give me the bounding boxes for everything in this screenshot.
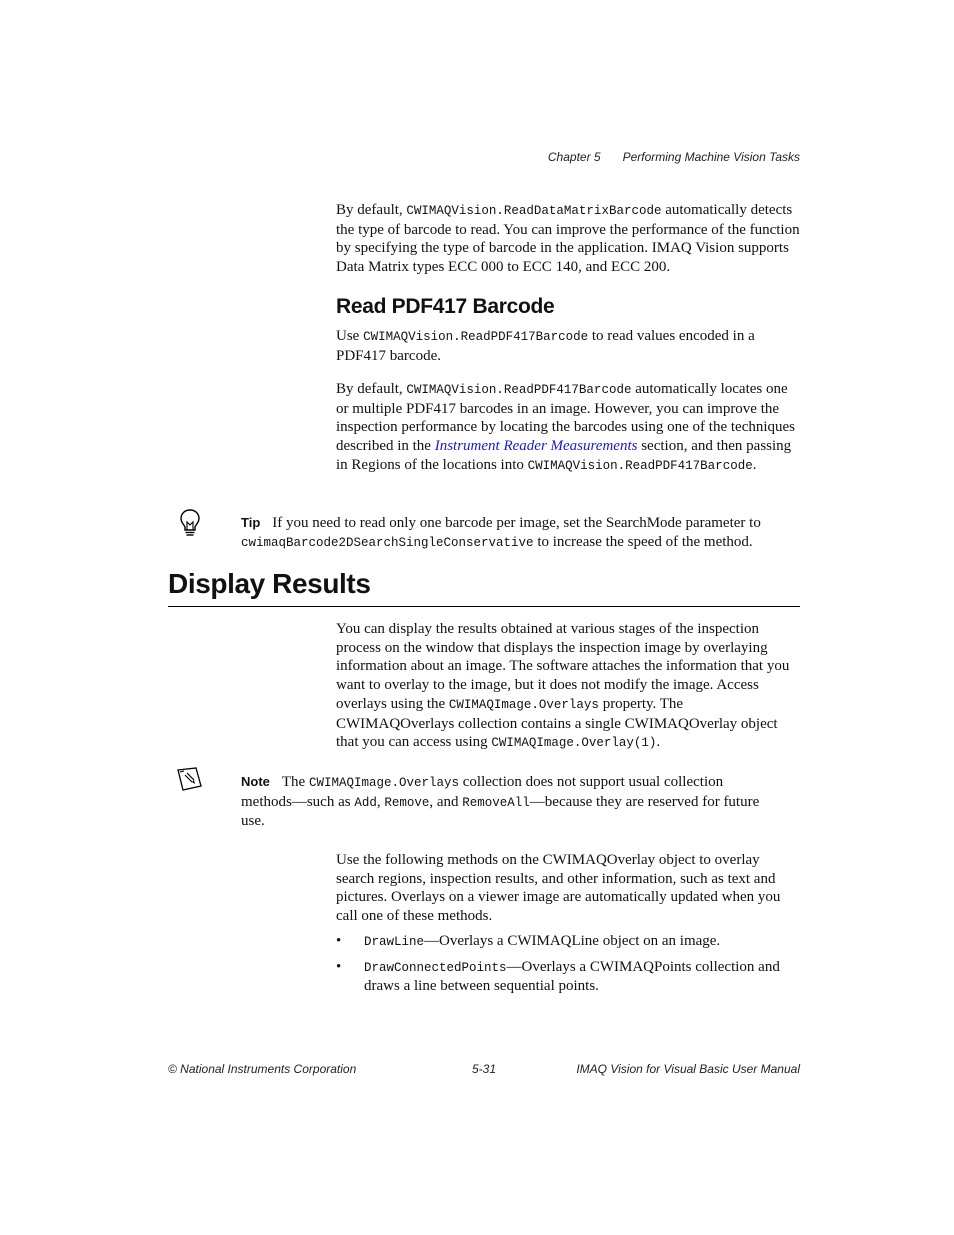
methods-list [336, 932, 800, 1002]
code-drawconnectedpoints: DrawConnectedPoints [364, 960, 507, 975]
footer-manual-title: IMAQ Vision for Visual Basic User Manual [576, 1062, 800, 1076]
chapter-title: Performing Machine Vision Tasks [622, 150, 800, 164]
code-readpdf417barcode: CWIMAQVision.ReadPDF417Barcode [363, 330, 589, 344]
text: to read values encoded in a PDF417 barcode. [336, 328, 755, 364]
code-readpdf417barcode: CWIMAQVision.ReadPDF417Barcode [527, 458, 753, 473]
list-item [336, 932, 800, 952]
note-callout [241, 773, 761, 831]
code-readdatamatrixbarcode: CWIMAQVision.ReadDataMatrixBarcode [406, 204, 662, 218]
methods-paragraph: Use the following methods on the CWIMAQOverlay object to overlay search regions, inspection results, and other information, such as text and pictures. Overlays on a viewer image are automatically updated when you call one of these methods. [336, 852, 781, 925]
text: . [752, 456, 757, 473]
text: to increase the speed of the method. [533, 533, 753, 550]
bullet-mark: • [336, 958, 342, 975]
tip-label: Tip [241, 515, 261, 530]
section-heading-display-results: Display Results [168, 568, 371, 599]
code-drawline: DrawLine [364, 935, 425, 949]
display-paragraph [336, 620, 800, 753]
text: property. The CWIMAQOverlays collection contains a single CWIMAQOverlay object that you can access using [336, 695, 778, 751]
code-searchmode-value: cwimaqBarcode2DSearchSingleConservative [241, 535, 534, 550]
text: Use [336, 328, 364, 344]
intro-paragraph [336, 201, 800, 277]
text: The [281, 774, 309, 790]
lightbulb-icon [178, 508, 202, 538]
running-header [548, 150, 800, 164]
code-remove: Remove [384, 795, 430, 810]
chapter-label: Chapter 5 [547, 150, 601, 164]
list-item [336, 958, 800, 996]
pdf417-paragraph-1 [336, 327, 800, 365]
code-readpdf417barcode: CWIMAQVision.ReadPDF417Barcode [406, 383, 632, 397]
text: By default, [336, 381, 407, 397]
heading-rule [168, 606, 800, 607]
bullet-mark: • [336, 933, 342, 949]
code-overlay-1: CWIMAQImage.Overlay(1) [491, 736, 657, 751]
text: —Overlays a CWIMAQLine object on an image. [424, 933, 721, 949]
text: , [376, 793, 385, 810]
text: By default, [336, 202, 407, 218]
code-overlays: CWIMAQImage.Overlays [308, 776, 459, 790]
code-add: Add [354, 795, 377, 810]
text: —Overlays a CWIMAQPoints collection and draws a line between sequential points. [364, 958, 780, 995]
instrument-reader-link[interactable]: Instrument Reader Measurements [434, 438, 638, 455]
text: automatically detects the type of barcode to read. You can improve the performance of the function by specifying the type of barcode in the application. IMAQ Vision supports Data Matrix types ECC 000 to ECC 140, and ECC 200. [336, 202, 800, 276]
text: —because they are reserved for future use. [241, 793, 760, 830]
code-removeall: RemoveAll [462, 795, 530, 810]
text: If you need to read only one barcode per image, set the SearchMode parameter to [272, 515, 761, 531]
pdf417-paragraph-2 [336, 380, 800, 476]
note-label: Note [241, 774, 270, 789]
text: You can display the results obtained at various stages of the inspection process on the window that displays the inspection image by overlaying information about an image. The software attaches the information that you want to overlay to the image, but it does not modify the image. Access overlays using the [336, 621, 790, 712]
section-heading-pdf417: Read PDF417 Barcode [336, 295, 555, 318]
text: . [656, 734, 661, 751]
code-overlays: CWIMAQImage.Overlays [448, 697, 599, 712]
footer-page-number: 5-31 [472, 1062, 497, 1076]
text: section, and then passing in Regions of the locations into [336, 438, 792, 473]
text: , and [429, 793, 463, 810]
footer-copyright: © National Instruments Corporation [168, 1062, 357, 1076]
tip-callout [241, 514, 801, 552]
text: collection does not support usual collection methods—such as [241, 774, 724, 810]
note-icon [176, 766, 204, 792]
text: automatically locates one or multiple PDF417 barcodes in an image. However, you can improve the inspection performance by locating the barcodes using one of the techniques described in the [336, 381, 796, 455]
